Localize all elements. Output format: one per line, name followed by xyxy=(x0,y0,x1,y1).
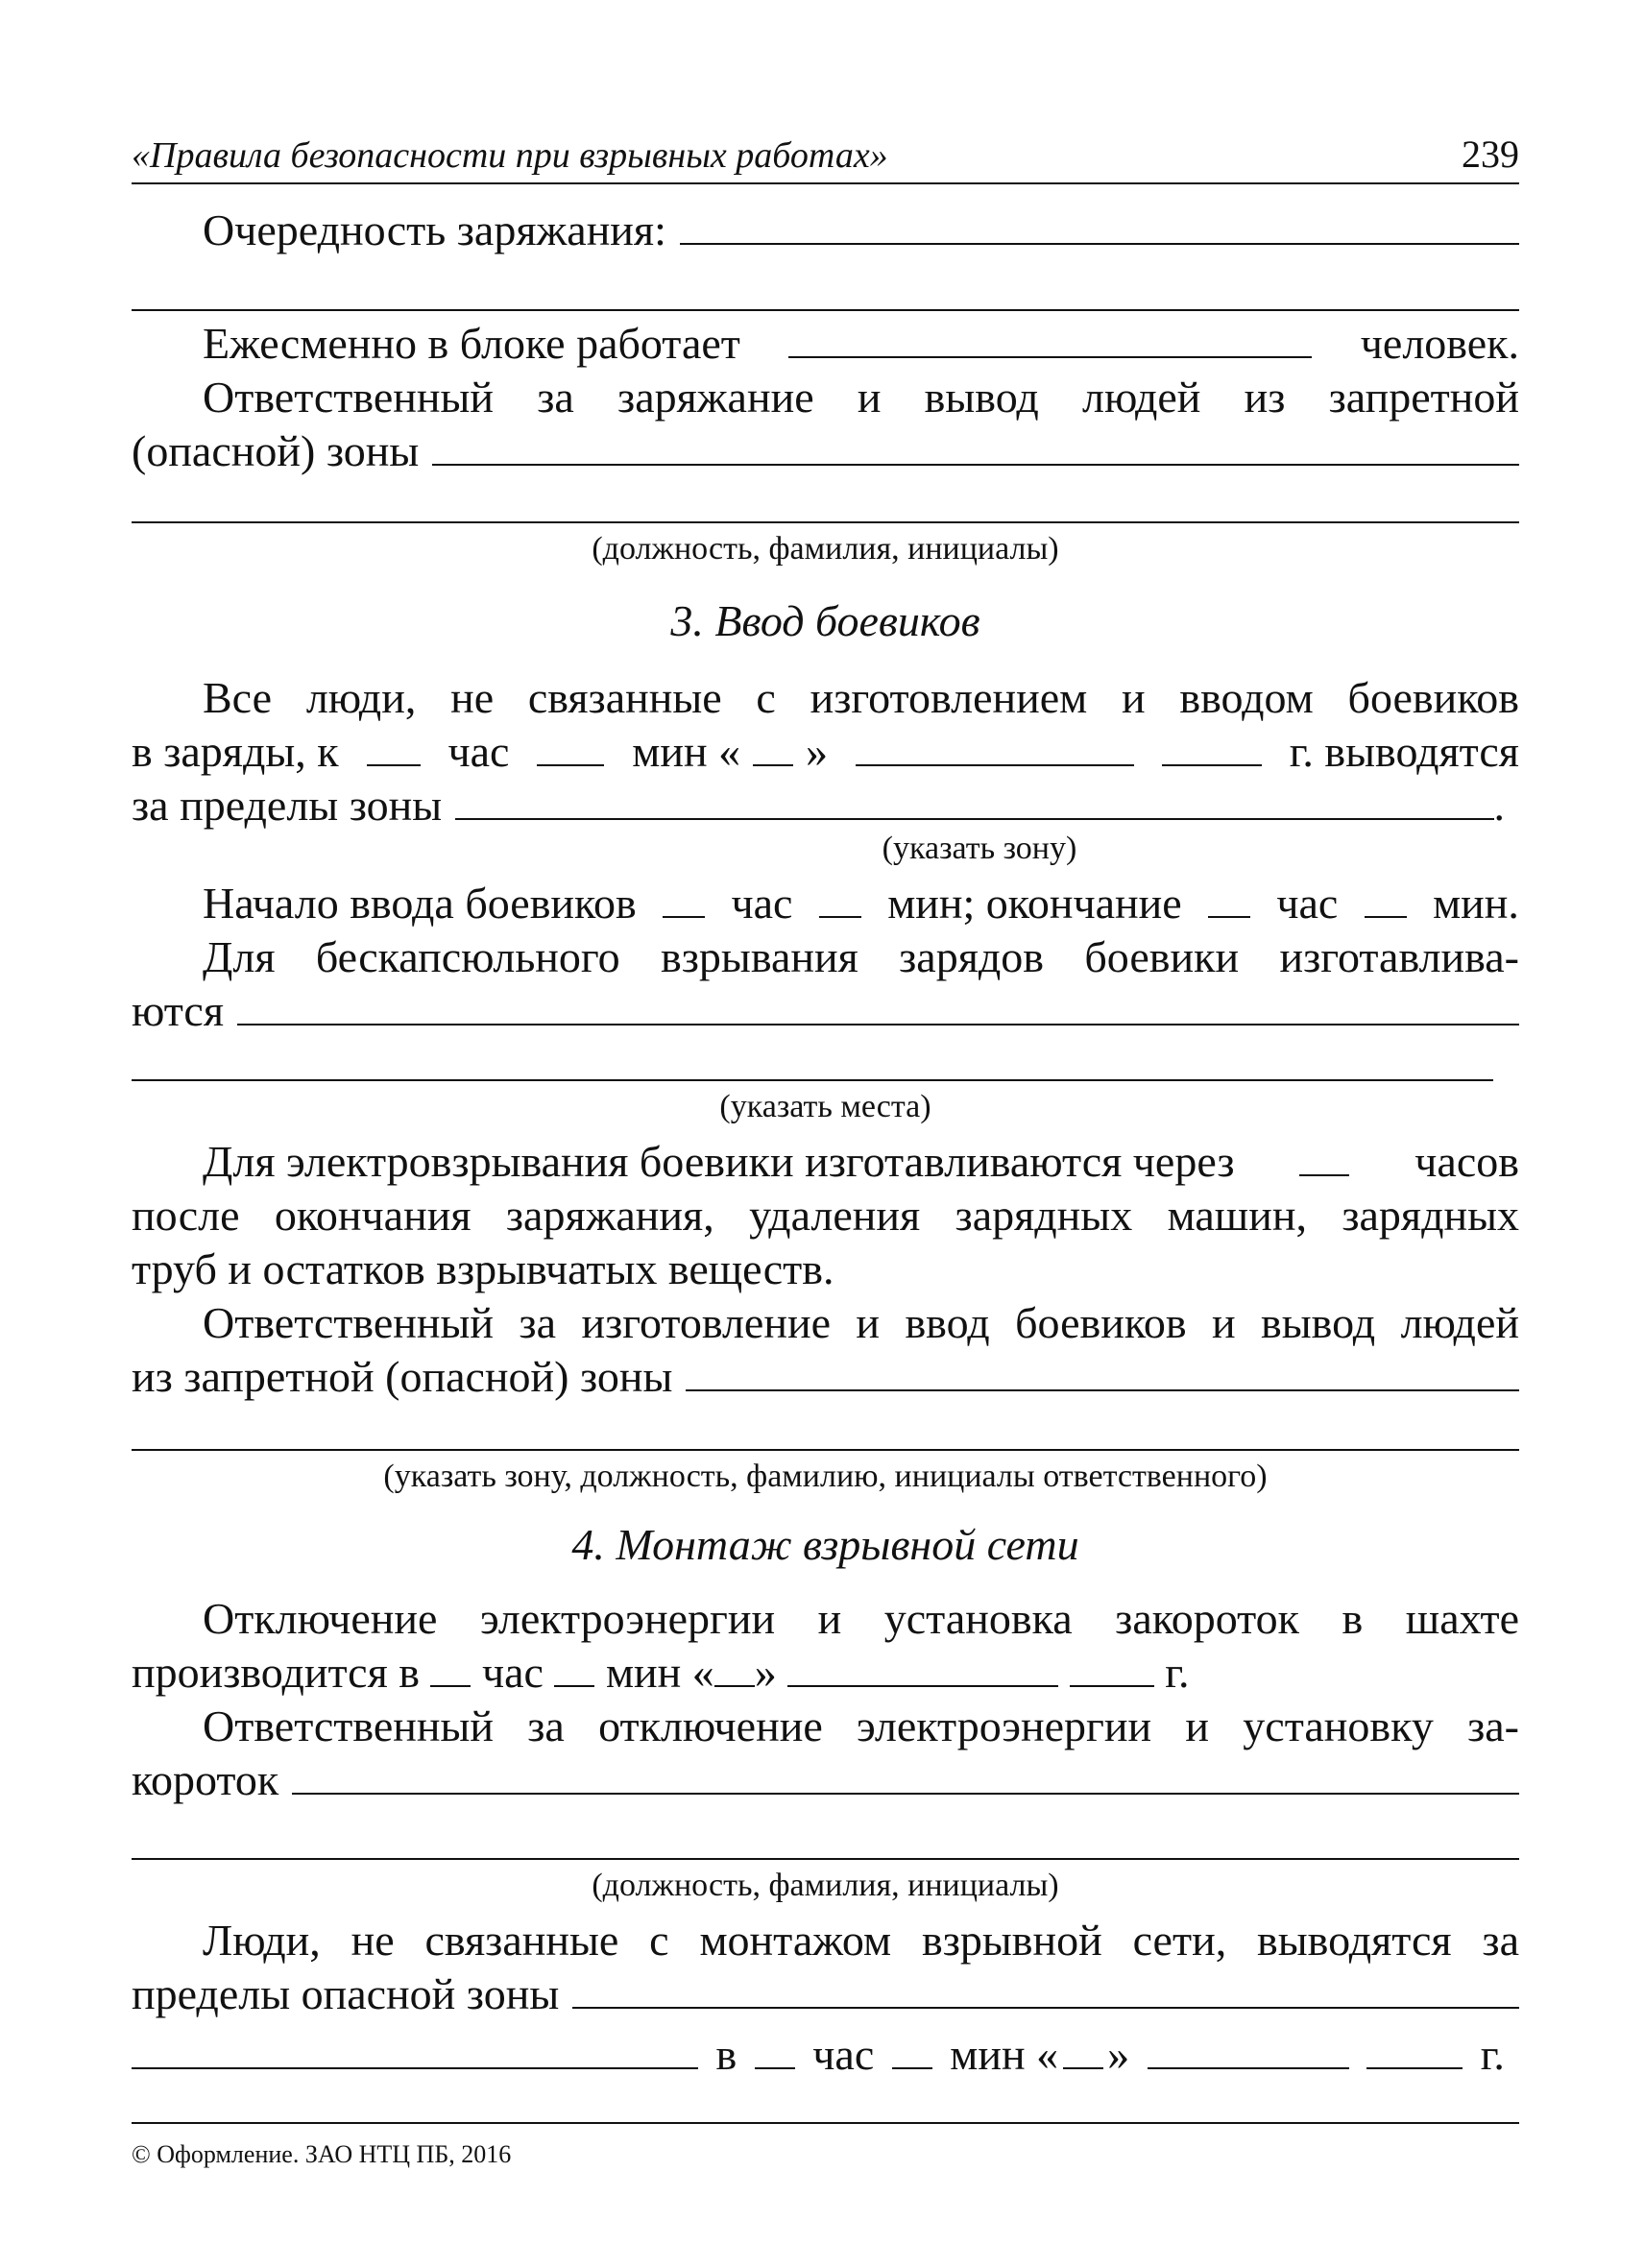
responsible-charging-line2 xyxy=(132,422,1519,480)
start-hour-blank[interactable] xyxy=(663,883,705,918)
power-off-line1: Отключение электроэнергии и установка закороток в шахте xyxy=(203,1594,1519,1643)
caption-zone-responsible: (указать зону, должность, фамилию, инициалы ответственного) xyxy=(383,1459,1268,1494)
section4-responsible-line1: Ответственный за отключение электроэнергии и установку за- xyxy=(203,1701,1519,1750)
power-off-line2: производится в час мин « » г. xyxy=(132,1648,1190,1697)
start-line: Начало ввода боевиков час мин; окончание час мин. xyxy=(203,879,1519,928)
responsible-charging-blank[interactable] xyxy=(432,431,1519,466)
charging-order-line xyxy=(132,202,1519,259)
section3-para1-line3: за пределы зоны . xyxy=(132,781,1505,830)
section4-responsible-line2: короток xyxy=(132,1751,1519,1809)
capless-places-blank[interactable] xyxy=(237,991,1519,1025)
section4-heading: 4. Монтаж взрывной сети xyxy=(571,1520,1079,1569)
section4-responsible-blank[interactable] xyxy=(292,1760,1519,1795)
responsible-charging-prefix: (опасной) зоны xyxy=(132,426,420,475)
power-day-blank[interactable] xyxy=(714,1653,755,1687)
section3-responsible-blank[interactable] xyxy=(686,1357,1519,1391)
section4-responsible-blank-2[interactable] xyxy=(132,1858,1519,1860)
power-hour-blank[interactable] xyxy=(430,1653,471,1687)
header-title: «Правила безопасности при взрывных работах» xyxy=(132,135,888,176)
running-header xyxy=(132,131,1519,180)
charging-order-blank-2[interactable] xyxy=(132,309,1519,311)
zone-blank[interactable] xyxy=(455,785,1493,820)
per-shift-line xyxy=(132,315,1519,373)
section3-para1-line2: в заряды, к час мин « » г. выводятся xyxy=(132,727,1519,776)
responsible-charging-line1: Ответственный за заряжание и вывод людей из запретной xyxy=(203,373,1519,422)
caption-zone: (указать зону) xyxy=(882,831,1077,866)
capless-places-blank-2[interactable] xyxy=(132,1079,1493,1081)
people-day-blank[interactable] xyxy=(1063,2035,1103,2069)
day-blank[interactable] xyxy=(753,732,793,766)
section3-responsible-line1: Ответственный за изготовление и ввод боевиков и вывод людей xyxy=(203,1298,1519,1347)
people-zone-blank[interactable] xyxy=(572,1974,1519,2009)
power-month-blank[interactable] xyxy=(787,1653,1058,1687)
per-shift-suffix: человек. xyxy=(1360,319,1519,368)
charging-order-blank[interactable] xyxy=(680,210,1519,245)
end-hour-blank[interactable] xyxy=(1208,883,1250,918)
month-blank[interactable] xyxy=(856,732,1134,766)
power-minute-blank[interactable] xyxy=(554,1653,594,1687)
people-line2: пределы опасной зоны xyxy=(132,1966,1519,2023)
electro-line1: Для электровзрывания боевики изготавливаются через часов xyxy=(203,1137,1519,1186)
caption-position-2: (должность, фамилия, инициалы) xyxy=(592,1868,1059,1903)
per-shift-prefix: Ежесменно в блоке работает xyxy=(203,319,740,368)
year-blank[interactable] xyxy=(1162,732,1262,766)
responsible-charging-blank-2[interactable] xyxy=(132,521,1519,523)
start-minute-blank[interactable] xyxy=(819,883,861,918)
hour-blank[interactable] xyxy=(367,732,421,766)
electro-line3: труб и остатков взрывчатых веществ. xyxy=(132,1244,834,1293)
people-hour-blank[interactable] xyxy=(755,2035,795,2069)
footer-copyright: © Оформление. ЗАО НТЦ ПБ, 2016 xyxy=(132,2140,512,2168)
people-year-blank[interactable] xyxy=(1366,2035,1463,2069)
caption-places: (указать места) xyxy=(719,1089,931,1124)
people-zone-blank-2[interactable] xyxy=(132,2035,698,2069)
section3-heading: 3. Ввод боевиков xyxy=(670,596,980,645)
capless-line1: Для бескапсюльного взрывания зарядов боевики изготавлива- xyxy=(203,932,1519,981)
section3-responsible-blank-2[interactable] xyxy=(132,1449,1519,1451)
page-number: 239 xyxy=(1462,133,1519,176)
section3-responsible-line2: из запретной (опасной) зоны xyxy=(132,1348,1519,1406)
electro-line2: после окончания заряжания, удаления зарядных машин, зарядных xyxy=(132,1191,1519,1240)
people-minute-blank[interactable] xyxy=(892,2035,932,2069)
charging-order-label: Очередность заряжания: xyxy=(203,205,666,254)
minute-blank[interactable] xyxy=(537,732,604,766)
power-year-blank[interactable] xyxy=(1070,1653,1154,1687)
end-minute-blank[interactable] xyxy=(1365,883,1407,918)
people-line3: в час мин « » г. xyxy=(132,2026,1505,2084)
people-month-blank[interactable] xyxy=(1148,2035,1349,2069)
people-line1: Люди, не связанные с монтажом взрывной сети, выводятся за xyxy=(203,1916,1519,1965)
header-rule xyxy=(132,182,1519,184)
section3-para1-line1: Все люди, не связанные с изготовлением и вводом боевиков xyxy=(203,673,1519,722)
footer-rule xyxy=(132,2122,1519,2124)
capless-line2: ются xyxy=(132,982,1519,1040)
per-shift-count-blank[interactable] xyxy=(788,324,1312,358)
caption-position-1: (должность, фамилия, инициалы) xyxy=(592,531,1059,567)
electro-hours-blank[interactable] xyxy=(1299,1142,1349,1176)
